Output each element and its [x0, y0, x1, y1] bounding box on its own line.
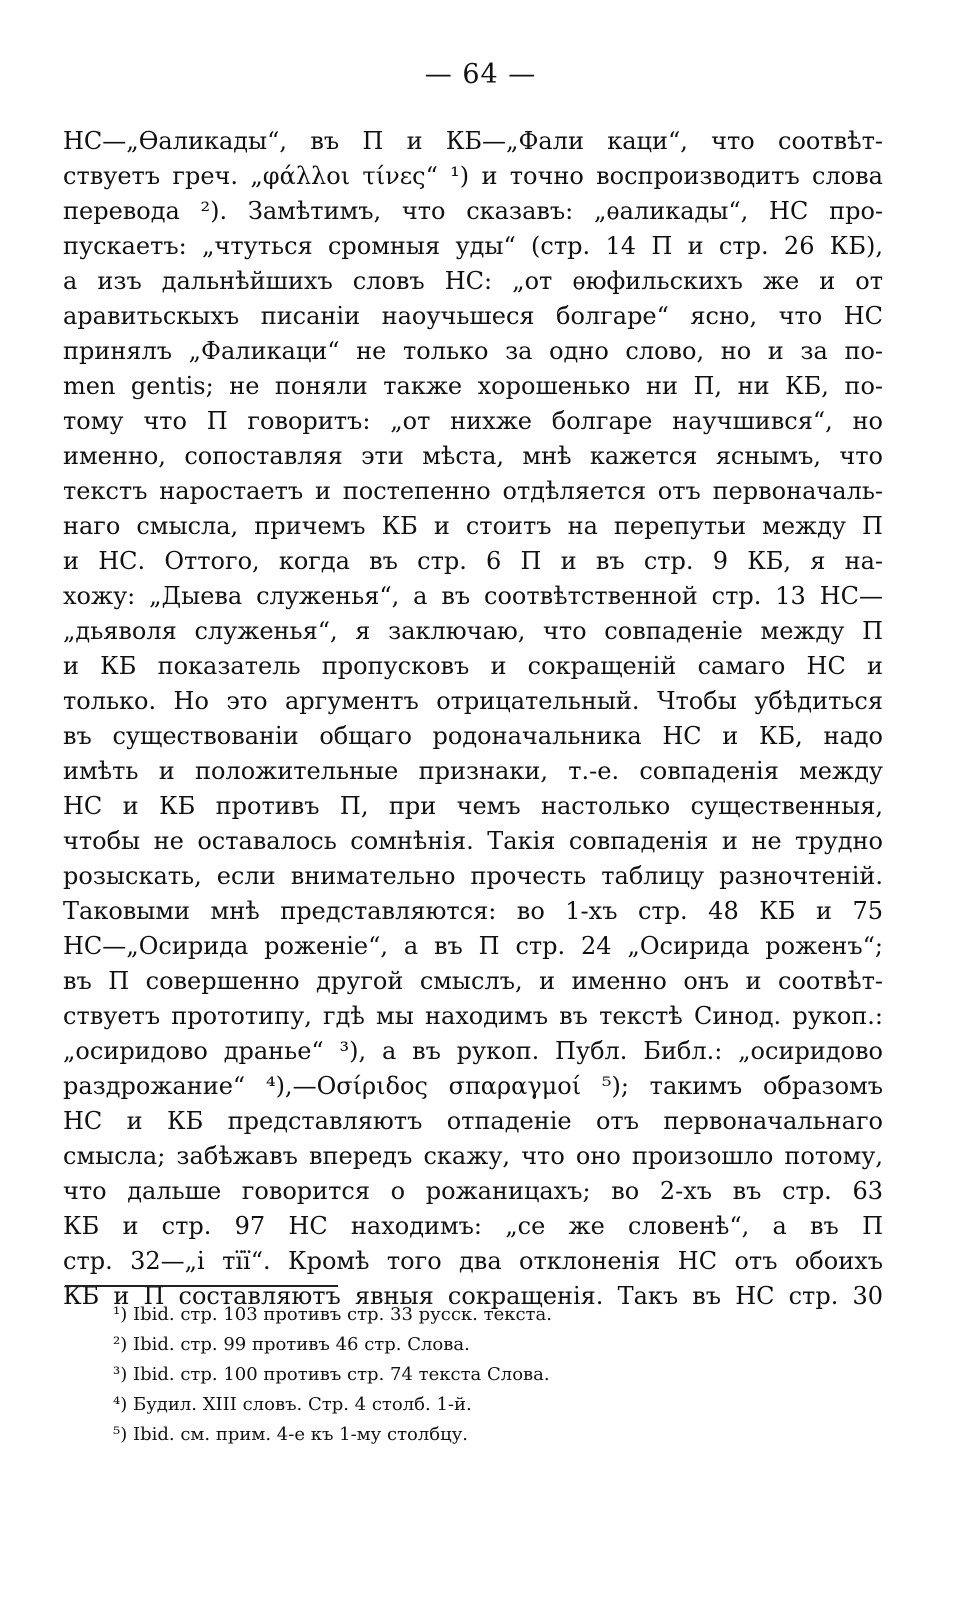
text-line: перевода ²). Замѣтимъ, что сказавъ: „ѳаликады“, НС про- [63, 197, 883, 225]
text-line: ствуетъ прототипу, гдѣ мы находимъ въ текстѣ Синод. рукоп.: [63, 1002, 883, 1030]
text-line: тому что П говоритъ: „от нихже болгаре научшився“, но [63, 407, 883, 435]
text-line: „дьяволя служенья“, я заключаю, что совпаденiе между П [63, 617, 883, 645]
text-line: только. Но это аргументъ отрицательный. Чтобы убѣдиться [63, 687, 883, 715]
text-line: текстъ наростаетъ и постепенно отдѣляется отъ первоначаль- [63, 477, 883, 505]
body-text [63, 124, 883, 1314]
text-line: КБ и П составляютъ явныя сокращенiя. Такъ въ НС стр. 30 [63, 1282, 883, 1310]
text-line: Таковыми мнѣ представляются: во 1-хъ стр. 48 КБ и 75 [63, 897, 883, 925]
text-line: въ П совершенно другой смыслъ, и именно онъ и соотвѣт- [63, 967, 883, 995]
text-line: смысла; забѣжавъ впередъ скажу, что оно произошло потому, [63, 1142, 883, 1170]
footnotes [113, 1300, 893, 1450]
text-line: въ существованiи общаго родоначальника НС и КБ, надо [63, 722, 883, 750]
text-line: стр. 32—„i тïï“. Кромѣ того два отклоненiя НС отъ обоихъ [63, 1247, 883, 1275]
footnote: ¹) Ibid. стр. 103 противъ стр. 33 русск. текста. [113, 1304, 552, 1325]
text-line: аравитьскыхъ писанiи наоучьшеся болгаре“ ясно, что НС [63, 302, 883, 330]
footnote: ²) Ibid. стр. 99 противъ 46 стр. Слова. [113, 1334, 470, 1355]
text-line: НС и КБ противъ П, при чемъ настолько существенныя, [63, 792, 883, 820]
text-line: „осиридово дранье“ ³), а въ рукоп. Публ. Библ.: „осиридово [63, 1037, 883, 1065]
footnote: ⁴) Будил. XIII словъ. Стр. 4 столб. 1-й. [113, 1394, 472, 1415]
text-line: чтобы не оставалось сомнѣнiя. Такiя совпаденiя и не трудно [63, 827, 883, 855]
footnote: ⁵) Ibid. см. прим. 4-е къ 1-му столбцу. [113, 1424, 469, 1445]
text-line: наго смысла, причемъ КБ и стоитъ на перепутьи между П [63, 512, 883, 540]
footnote: ³) Ibid. стр. 100 противъ стр. 74 текста Слова. [113, 1364, 550, 1385]
page-number: — 64 — [424, 59, 537, 90]
text-line: хожу: „Дыева служенья“, а въ соотвѣтственной стр. 13 НС— [63, 582, 883, 610]
text-line: КБ и стр. 97 НС находимъ: „се же словенѣ“, а въ П [63, 1212, 883, 1240]
text-line: и НС. Оттого, когда въ стр. 6 П и въ стр. 9 КБ, я на- [63, 547, 883, 575]
text-line: раздрожание“ ⁴),—Οσίριδος σπαραγμοί ⁵); такимъ образомъ [63, 1072, 883, 1100]
text-line: розыскать, если внимательно прочесть таблицу разночтенiй. [63, 862, 883, 890]
text-line: пускаетъ: „чтуться сромныя уды“ (стр. 14 П и стр. 26 КБ), [63, 232, 883, 260]
text-line: НС и КБ представляютъ отпаденiе отъ первоначальнаго [63, 1107, 883, 1135]
text-line: имѣть и положительные признаки, т.-е. совпаденiя между [63, 757, 883, 785]
text-line: а изъ дальнѣйшихъ словъ НС: „от ѳюфильскихъ же и от [63, 267, 883, 295]
text-line: именно, сопоставляя эти мѣста, мнѣ кажется яснымъ, что [63, 442, 883, 470]
text-line: и КБ показатель пропусковъ и сокращенiй самаго НС и [63, 652, 883, 680]
text-line: НС—„Ѳаликады“, въ П и КБ—„Фали каци“, что соотвѣт- [63, 127, 883, 155]
text-line: men gentis; не поняли также хорошенько ни П, ни КБ, по- [63, 372, 883, 400]
text-line: НС—„Осирида роженiе“, а въ П стр. 24 „Осирида роженъ“; [63, 932, 883, 960]
text-line: ствуетъ греч. „φάλλοι τίνες“ ¹) и точно воспроизводитъ слова [63, 162, 883, 190]
text-line: что дальше говорится о рожаницахъ; во 2-хъ въ стр. 63 [63, 1177, 883, 1205]
footnote-divider [65, 1285, 338, 1287]
text-line: принялъ „Фаликаци“ не только за одно слово, но и за по- [63, 337, 883, 365]
